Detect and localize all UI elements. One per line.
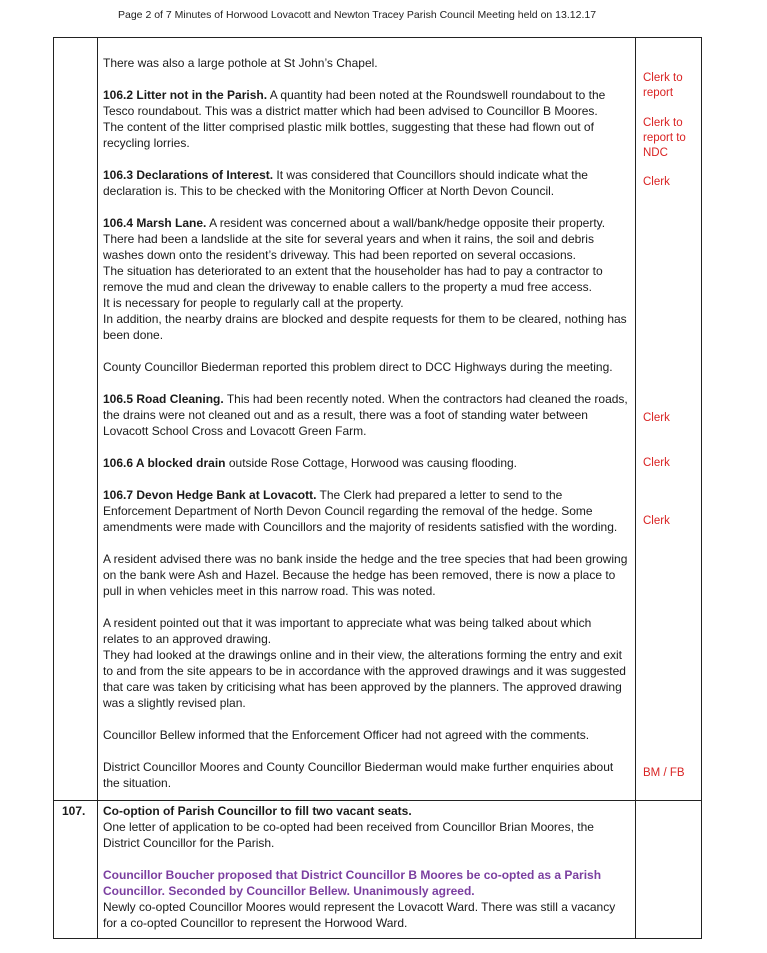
section-text: The situation has deteriorated to an extent that the householder has had to pay a contractor to remove the mud and clean the driveway to enable callers to the property a mud free access. (103, 264, 603, 294)
section-text: Newly co-opted Councillor Moores would represent the Lovacott Ward. There was still a vacancy for a co-opted Councillor to represent the Horwood Ward. (103, 900, 616, 930)
section-106-7: 106.7 Devon Hedge Bank at Lovacott. The Clerk had prepared a letter to send to the Enforcement Department of North Devon Council regarding the removal of the hedge. Some amendments were made with Councillors and the majority of residents satisfied with the wording. (103, 488, 618, 534)
table-row (54, 38, 702, 801)
item-body-cell (98, 38, 636, 801)
action-cell (636, 38, 702, 801)
section-heading: 106.6 A blocked drain (103, 456, 226, 470)
section-text: In addition, the nearby drains are blocked and despite requests for them to be cleared, nothing has been done. (103, 312, 627, 342)
action-label: Clerk (643, 412, 670, 424)
section-text: District Councillor Moores and County Councillor Biederman would make further enquiries about the situation. (103, 760, 614, 790)
action-label: Clerk (643, 457, 670, 469)
item-number: 107. (54, 801, 98, 939)
section-heading: 106.5 Road Cleaning. (103, 392, 224, 406)
action-cell (636, 801, 702, 939)
section-text: They had looked at the drawings online and in their view, the alterations forming the entry and exit to and from the site appears to be in accordance with the approved drawings and it was suggested that care was taken by criticising what has been approved by the planners. The approved drawing was a slightly revised plan. (103, 648, 626, 710)
section-heading: 106.7 Devon Hedge Bank at Lovacott. (103, 488, 317, 502)
action-label: Clerk to report (643, 72, 683, 99)
section-text: One letter of application to be co-opted had been received from Councillor Brian Moores, the District Councillor for the Parish. (103, 820, 594, 850)
action-label: Clerk (643, 176, 670, 188)
minutes-table (53, 37, 702, 939)
pothole-note: There was also a large pothole at St John’s Chapel. (103, 56, 378, 70)
section-text: A resident pointed out that it was important to appreciate what was being talked about which relates to an approved drawing. (103, 616, 592, 646)
action-label: Clerk to report to NDC (643, 117, 686, 159)
section-heading: 106.2 Litter not in the Parish. (103, 88, 268, 102)
section-heading: 106.4 Marsh Lane. (103, 216, 207, 230)
section-text: A resident advised there was no bank inside the hedge and the tree species that had been growing on the bank were Ash and Hazel. Because the hedge has been removed, there is now a place to pull in when vehicles meet in this narrow road. This was noted. (103, 552, 628, 598)
page-header: Page 2 of 7 Minutes of Horwood Lovacott and Newton Tracey Parish Council Meeting held on 13.12.17 (118, 9, 597, 21)
section-106-2: 106.2 Litter not in the Parish. A quantity had been noted at the Roundswell roundabout to the Tesco roundabout. This was a district matter which had been advised to Councillor B Moores. (103, 88, 606, 118)
resolution-text: Councillor Boucher proposed that District Councillor B Moores be co-opted as a Parish Councillor. Seconded by Councillor Bellew. Unanimously agreed. (103, 868, 602, 898)
section-heading: 106.3 Declarations of Interest. (103, 168, 274, 182)
section-106-6: 106.6 A blocked drain outside Rose Cottage, Horwood was causing flooding. (103, 456, 518, 470)
action-label: BM / FB (643, 767, 685, 779)
item-body-cell (98, 801, 636, 939)
section-text: It is necessary for people to regularly call at the property. (103, 296, 404, 310)
item-number-cell (54, 38, 98, 801)
section-106-4: 106.4 Marsh Lane. A resident was concerned about a wall/bank/hedge opposite their property. There had been a landslide at the site for several years and when it rains, the soil and debris washes down onto the resident’s driveway. This had been reported on several occasions. (103, 216, 606, 262)
section-heading: Co-option of Parish Councillor to fill two vacant seats. (103, 804, 412, 818)
action-label: Clerk (643, 515, 670, 527)
section-text: Councillor Bellew informed that the Enforcement Officer had not agreed with the comments. (103, 728, 590, 742)
section-text: County Councillor Biederman reported this problem direct to DCC Highways during the meeting. (103, 360, 613, 374)
section-106-3: 106.3 Declarations of Interest. It was considered that Councillors should indicate what the declaration is. This to be checked with the Monitoring Officer at North Devon Council. (103, 168, 588, 198)
table-row (54, 801, 702, 939)
section-106-5: 106.5 Road Cleaning. This had been recently noted. When the contractors had cleaned the roads, the drains were not cleaned out and as a result, there was a foot of standing water between Lovacott School Cross and Lovacott Green Farm. (103, 392, 628, 438)
section-text: The content of the litter comprised plastic milk bottles, suggesting that these had flown out of recycling lorries. (103, 120, 594, 150)
